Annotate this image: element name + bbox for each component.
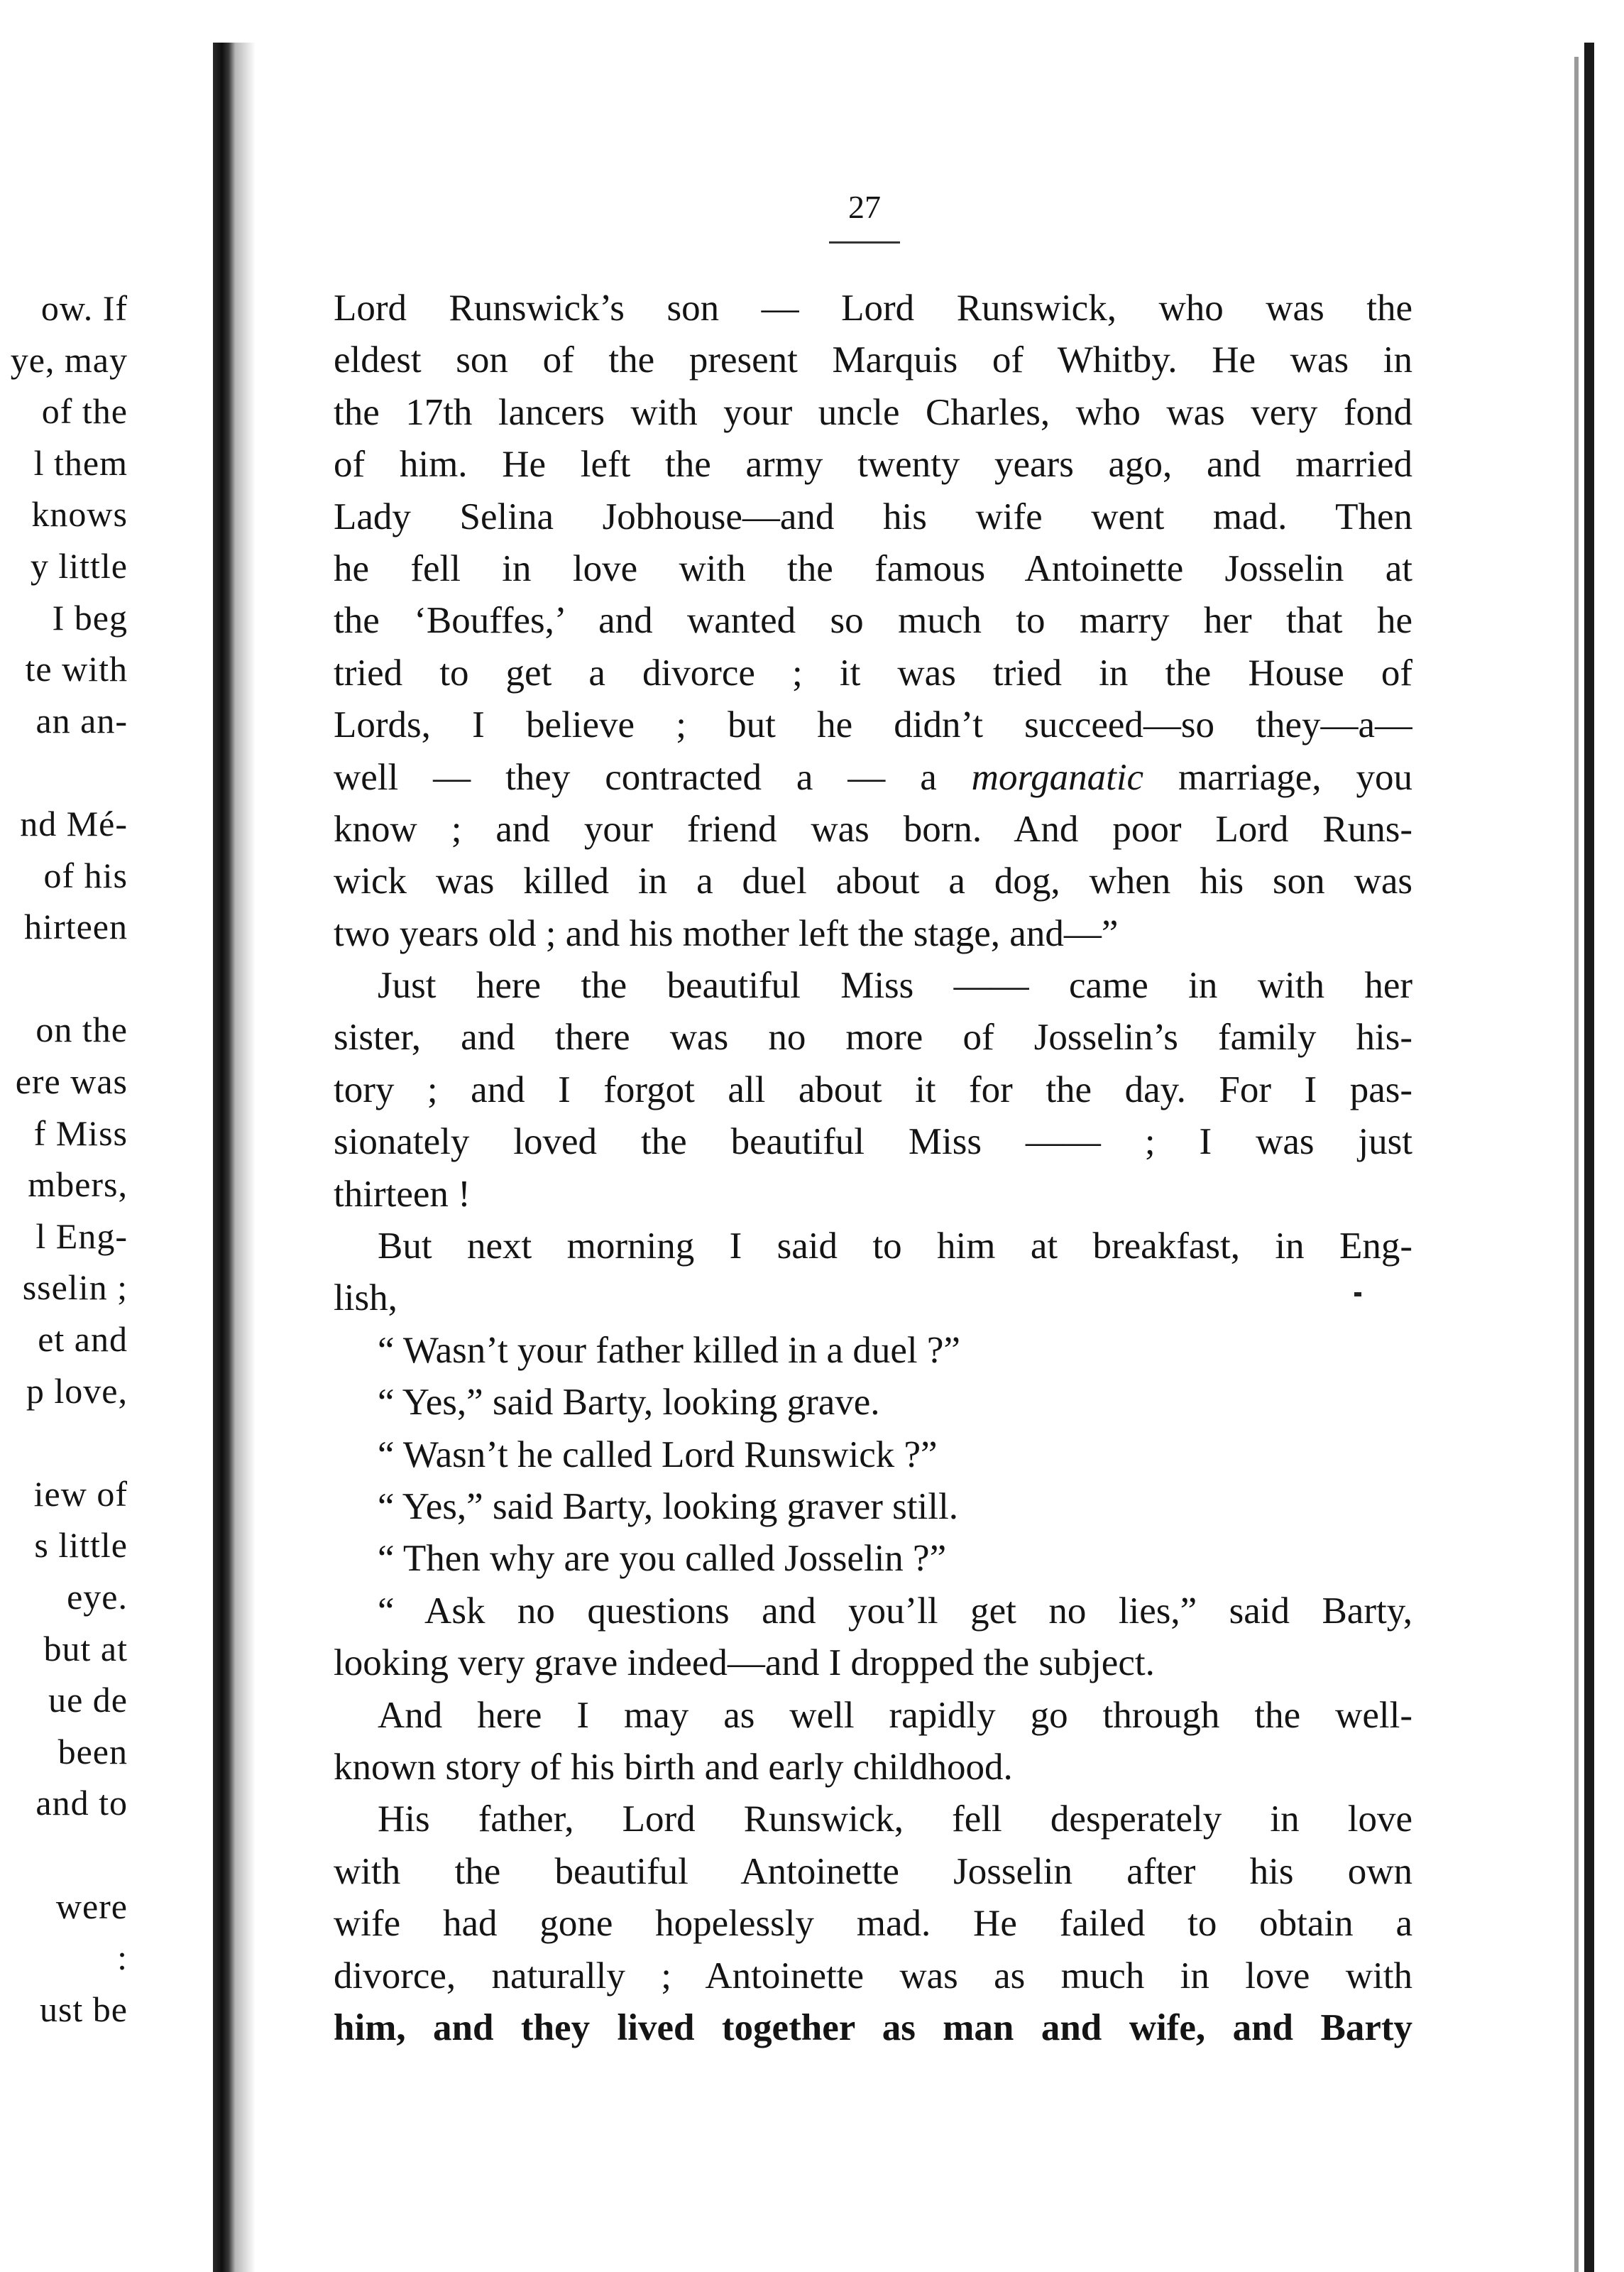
text-line: of him. He left the army twenty years ago, and married (334, 444, 1412, 486)
gutter-shadow (236, 43, 256, 2272)
facing-page-line: were (55, 1886, 128, 1926)
text-line: Just here the beautiful Miss —— came in with her (378, 965, 1412, 1007)
facing-page-line: iew of (33, 1473, 128, 1514)
text-line: divorce, naturally ; Antoinette was as much in love with (334, 1955, 1412, 1997)
facing-page-line: ye, may (10, 339, 128, 380)
facing-page-line: ust be (39, 1989, 128, 2029)
page-number-rule (829, 241, 900, 244)
text-line: “ Wasn’t your father killed in a duel ?” (378, 1329, 960, 1371)
facing-page-fragment (0, 0, 213, 2272)
book-gutter (213, 43, 236, 2272)
facing-page-line: te with (25, 649, 128, 689)
text-line: thirteen ! (334, 1173, 471, 1215)
facing-page-line: l Eng- (35, 1216, 128, 1256)
facing-page-line: been (57, 1731, 128, 1771)
text-line: Lords, I believe ; but he didn’t succeed—so they—a— (334, 704, 1412, 746)
text-line: known story of his birth and early childhood. (334, 1746, 1013, 1788)
text-line: sionately loved the beautiful Miss —— ; I was just (334, 1121, 1412, 1163)
text-line: looking very grave indeed—and I dropped the subject. (334, 1642, 1155, 1684)
text-line: eldest son of the present Marquis of Whitby. He was in (334, 339, 1412, 381)
text-line: “ Wasn’t he called Lord Runswick ?” (378, 1433, 938, 1475)
facing-page-line: hirteen (24, 907, 128, 947)
text-line: “ Yes,” said Barty, looking graver still. (378, 1485, 958, 1527)
text-line: His father, Lord Runswick, fell desperately in love (378, 1798, 1412, 1840)
facing-page-line: an an- (35, 700, 128, 741)
facing-page-line: f Miss (33, 1113, 128, 1153)
text-line: wife had gone hopelessly mad. He failed to obtain a (334, 1903, 1412, 1945)
text-line: the ‘Bouffes,’ and wanted so much to marry her that he (334, 600, 1412, 642)
facing-page-line: I beg (52, 597, 128, 638)
text-line: “ Ask no questions and you’ll get no lies,” said Barty, (378, 1590, 1412, 1632)
text-line: “ Yes,” said Barty, looking grave. (378, 1382, 880, 1424)
page-edge-inner (1574, 57, 1579, 2272)
text-line: Lady Selina Jobhouse—and his wife went mad. Then (334, 496, 1412, 537)
text-line: But next morning I said to him at breakfast, in Eng- (378, 1225, 1412, 1267)
text-line (334, 752, 1412, 804)
facing-page-line: ow. If (40, 288, 128, 328)
facing-page-line: but at (43, 1628, 128, 1668)
text-line: two years old ; and his mother left the stage, and—” (334, 912, 1119, 954)
text-line: tory ; and I forgot all about it for the day. For I pas- (334, 1069, 1412, 1110)
facing-page-line: sselin ; (22, 1267, 128, 1308)
facing-page-line: ere was (15, 1061, 128, 1101)
page-number: 27 (848, 189, 881, 225)
text-line: lish, (334, 1277, 397, 1319)
body-text (334, 283, 1412, 2054)
facing-page-line: ue de (48, 1680, 128, 1720)
text-line: tried to get a divorce ; it was tried in the House of (334, 652, 1412, 694)
facing-page-line: y little (30, 546, 128, 586)
facing-page-line: nd Mé- (20, 804, 128, 843)
ink-speck (1354, 1292, 1361, 1296)
facing-page-line: of the (41, 391, 128, 432)
facing-page-line: and to (35, 1783, 128, 1823)
facing-page-line: p love, (26, 1370, 128, 1411)
facing-page-line: : (117, 1938, 128, 1978)
text-line: know ; and your friend was born. And poor Lord Runs- (334, 808, 1412, 850)
italic-word: morganatic (971, 756, 1144, 798)
text-line: with the beautiful Antoinette Josselin after his own (334, 1850, 1412, 1892)
text-line: him, and they lived together as man and wife, and Barty (334, 2006, 1412, 2048)
text-line: “ Then why are you called Josselin ?” (378, 1538, 947, 1580)
text-line: And here I may as well rapidly go through the well- (378, 1694, 1412, 1736)
text-line: wick was killed in a duel about a dog, when his son was (334, 861, 1412, 902)
facing-page-line: l them (33, 442, 128, 483)
text-run: marriage, you (1143, 756, 1412, 798)
facing-page-line: on the (35, 1010, 128, 1050)
facing-page-line: eye. (67, 1577, 128, 1617)
text-line: Lord Runswick’s son — Lord Runswick, who was the (334, 288, 1412, 329)
facing-page-line: of his (43, 855, 128, 895)
page-edge (1584, 43, 1594, 2272)
text-line: sister, and there was no more of Josselin’s family his- (334, 1017, 1412, 1059)
facing-page-line: et and (38, 1319, 128, 1359)
text-line: he fell in love with the famous Antoinette Josselin at (334, 547, 1412, 589)
text-run: well — they contracted a — a (334, 756, 972, 798)
facing-page-line: knows (31, 494, 128, 535)
facing-page-line: mbers, (28, 1164, 128, 1205)
text-line: the 17th lancers with your uncle Charles, who was very fond (334, 391, 1412, 433)
facing-page-line: s little (34, 1525, 128, 1566)
